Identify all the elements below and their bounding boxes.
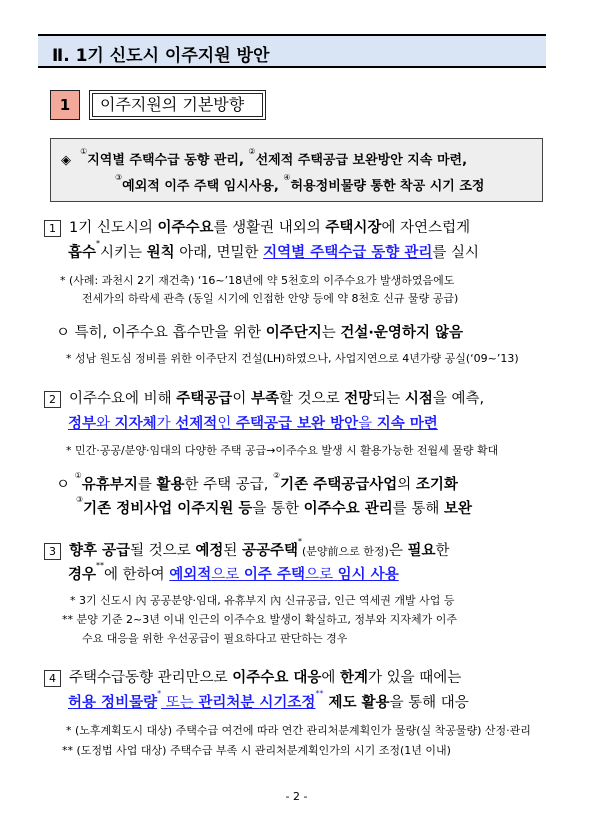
p2-circle-line-1 xyxy=(56,473,458,494)
text: 된 xyxy=(223,543,242,559)
p2-note: * 민간·공공/분양·임대의 다양한 주택 공급→이주수요 발생 시 활용가능한 전월세 물량 확대 xyxy=(66,444,499,457)
p2-circle-line-2 xyxy=(76,497,472,518)
text: 을 예측, xyxy=(432,391,485,407)
text: 될 것으로 xyxy=(130,543,196,559)
text: 은 xyxy=(388,543,408,559)
marker-3: ③ xyxy=(115,173,123,182)
p4-line-2 xyxy=(68,691,469,712)
text: 에 xyxy=(321,670,341,686)
text: ㅇ xyxy=(56,477,75,493)
text: 제도 활용 xyxy=(323,695,390,711)
text: 한계 xyxy=(340,670,369,686)
text: 주택공급 보완 방안 xyxy=(235,416,359,432)
summary-row-1 xyxy=(61,149,467,168)
text: 정부 xyxy=(68,416,97,432)
text: 을 통한 xyxy=(252,501,304,517)
text: 또는 xyxy=(161,695,199,711)
text: 를 통해 xyxy=(392,501,444,517)
footnote-mark: * xyxy=(96,239,101,248)
summary-box xyxy=(50,138,543,202)
p4-note-2: ** (도정법 사업 대상) 주택수급 부족 시 관리처분계획인가의 시기 조정(1년 이내) xyxy=(62,744,451,757)
footnote-mark: * xyxy=(157,689,162,698)
p2-line-1 xyxy=(44,387,484,408)
text: 이주수요 대응 xyxy=(232,670,322,686)
marker: ① xyxy=(74,471,82,480)
text: 부족 xyxy=(250,391,279,407)
text: 이주수요에 비해 xyxy=(69,391,177,407)
footnote-mark: ** xyxy=(96,561,105,570)
text: 이주단지 xyxy=(265,325,322,341)
text: 전망 xyxy=(344,391,373,407)
text: 의 xyxy=(397,477,416,493)
text: 할 것으로 xyxy=(278,391,345,407)
text: 시키는 xyxy=(100,245,147,261)
summary-item-4: 허용정비물량 통한 착공 시기 조정 xyxy=(290,179,485,194)
text: 지자체 xyxy=(114,416,157,432)
text: 허용 정비물량 xyxy=(68,695,158,711)
text: 예정 xyxy=(195,543,224,559)
marker-1: ① xyxy=(80,147,88,156)
section-title: Ⅱ. 1기 신도시 이주지원 방안 xyxy=(52,46,270,66)
p3-number: 3 xyxy=(44,543,61,560)
text: 와 xyxy=(96,416,115,432)
text: 공공주택 xyxy=(241,543,298,559)
text: 이주수요 관리 xyxy=(303,501,393,517)
p2-number: 2 xyxy=(44,391,61,408)
p1-note-1b: 전세가의 하락세 관측 (동일 시기에 인접한 안양 등에 약 8천호 신규 물량 공급) xyxy=(82,292,459,305)
text: 가 있을 때에는 xyxy=(368,670,462,686)
p3-note-2b: 수요 대응을 위한 우선공급이 필요하다고 판단하는 경우 xyxy=(82,632,348,645)
text: (분양前으로 한정) xyxy=(302,545,389,558)
text: 기존 정비사업 이주지원 등 xyxy=(83,501,253,517)
text: 에 자연스럽게 xyxy=(381,220,471,236)
text: 주택공급 xyxy=(176,391,233,407)
text: 선제적 xyxy=(175,416,218,432)
marker: ② xyxy=(272,471,281,480)
text: 를 생활권 내외의 xyxy=(213,220,326,236)
p2-line-2 xyxy=(68,412,438,433)
text: 를 실시 xyxy=(432,245,480,261)
text: 건설·운영하지 않음 xyxy=(340,325,464,341)
p1-line-1 xyxy=(44,216,470,237)
p1-line-2 xyxy=(68,241,479,262)
text: 지속 마련 xyxy=(376,416,438,432)
page-number: - 2 - xyxy=(285,790,308,803)
summary-row-2 xyxy=(115,175,484,194)
footnote-mark: * xyxy=(298,537,302,546)
p3-line-2 xyxy=(68,563,399,584)
text: 되는 xyxy=(372,391,405,407)
text: 한 주택 공급, xyxy=(184,477,273,493)
text: 지역별 주택수급 동향 관리 xyxy=(263,245,433,261)
heading-title-text: 이주지원의 기본방향 xyxy=(100,95,245,114)
text: 기존 주택공급사업 xyxy=(280,477,398,493)
summary-item-3: 예외적 이주 주택 임시사용, xyxy=(122,179,279,194)
heading-number: 1 xyxy=(50,90,80,120)
p4-number: 4 xyxy=(44,670,61,687)
marker-4: ④ xyxy=(283,173,291,182)
text: 유휴부지 xyxy=(81,477,138,493)
p1-note-1: * (사례: 과천시 2기 재건축) ‘16~’18년에 약 5천호의 이주수요가 발생하였음에도 xyxy=(60,274,455,287)
p4-line-1 xyxy=(44,666,461,687)
p3-line-1 xyxy=(44,539,450,560)
text: 주택시장 xyxy=(325,220,382,236)
text: 가 xyxy=(156,416,176,432)
text: 경우 xyxy=(68,567,97,583)
text: 한 xyxy=(435,543,450,559)
heading-title xyxy=(89,90,266,120)
text: 을 xyxy=(358,416,377,432)
text: 인 xyxy=(217,416,236,432)
text: 조기화 xyxy=(415,477,458,493)
text: 시점 xyxy=(404,391,433,407)
text: ㅇ 특히, 이주수요 흡수만을 위한 xyxy=(56,325,266,341)
section-title-bar xyxy=(38,34,546,68)
text: 이주 주택 xyxy=(243,567,305,583)
p1-number: 1 xyxy=(44,220,61,237)
text: 를 xyxy=(137,477,157,493)
p3-note-1: * 3기 신도시 內 공공분양·임대, 유휴부지 內 신규공급, 인근 역세권 개발 사업 등 xyxy=(70,594,455,607)
text: 흡수 xyxy=(68,245,97,261)
text: 아래, 면밀한 xyxy=(174,245,264,261)
text: 주택수급동향 관리만으로 xyxy=(69,670,233,686)
text: 이 xyxy=(232,391,251,407)
footnote-mark: ** xyxy=(315,689,324,698)
text: 원칙 xyxy=(146,245,175,261)
p1-circle-item xyxy=(56,321,463,342)
p3-note-2: ** 분양 기준 2~3년 이내 인근의 이주수요 발생이 확실하고, 정부와 지자체가 이주 xyxy=(62,613,457,626)
summary-item-2: 선제적 주택공급 보완방안 지속 마련, xyxy=(255,153,468,168)
marker-2: ② xyxy=(248,147,256,156)
text: 으로 xyxy=(211,567,244,583)
p1-note-2: * 성남 원도심 정비를 위한 이주단지 건설(LH)하였으나, 사업지연으로 4년가량 공실(‘09~’13) xyxy=(66,352,519,365)
text: 필요 xyxy=(407,543,436,559)
text: 으로 xyxy=(305,567,338,583)
text: 이주수요 xyxy=(157,220,214,236)
text: 1기 신도시의 xyxy=(69,220,158,236)
p4-note-1: * (노후계획도시 대상) 주택수급 여건에 따라 연간 관리처분계획인가 물량(실 착공물량) 산정·관리 xyxy=(66,724,531,737)
text: 에 한하여 xyxy=(104,567,170,583)
text: 보완 xyxy=(444,501,473,517)
text: 예외적 xyxy=(169,567,212,583)
text: 향후 공급 xyxy=(69,543,131,559)
text: 임시 사용 xyxy=(337,567,399,583)
text: 활용 xyxy=(156,477,185,493)
marker: ③ xyxy=(76,495,84,504)
text: 는 xyxy=(321,325,341,341)
summary-item-1: 지역별 주택수급 동향 관리, xyxy=(87,153,244,168)
text: 을 통해 대응 xyxy=(389,695,469,711)
diamond-bullet-icon: ◈ xyxy=(61,153,71,168)
text: 관리처분 시기조정 xyxy=(198,695,316,711)
